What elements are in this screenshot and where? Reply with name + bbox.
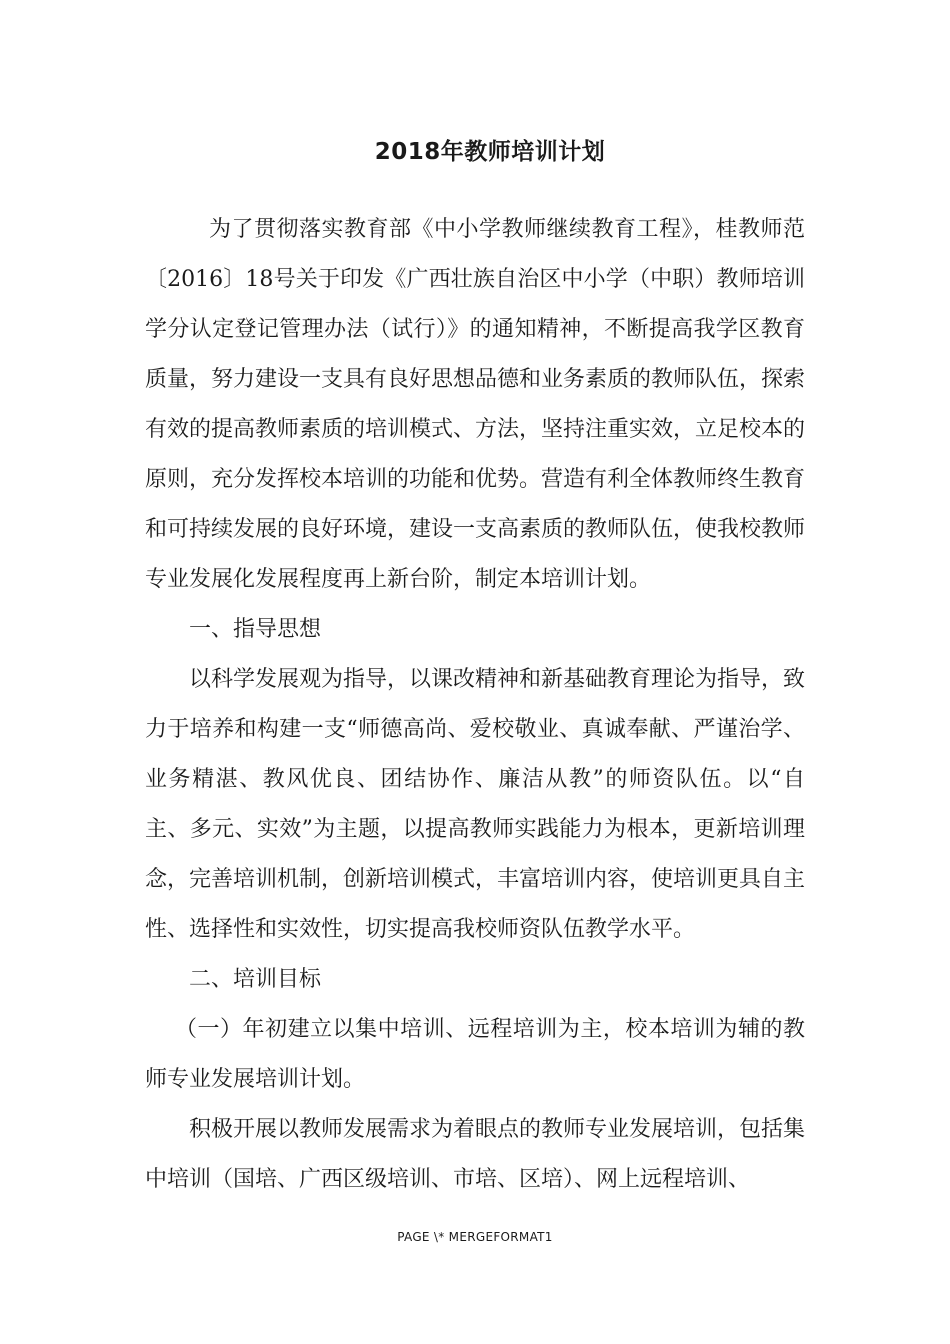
document-body	[145, 205, 805, 1205]
training-goal-paragraph: 积极开展以教师发展需求为着眼点的教师专业发展培训，包括集中培训（国培、广西区级培训、市培、区培）、网上远程培训、	[145, 1117, 806, 1192]
page-footer-field: PAGE \* MERGEFORMAT1	[397, 1230, 553, 1244]
document-title: 2018年教师培训计划	[374, 139, 606, 165]
section-heading-training-goals: 二、培训目标	[189, 967, 322, 992]
training-goal-item-1: （一）年初建立以集中培训、远程培训为主，校本培训为辅的教师专业发展培训计划。	[145, 1017, 805, 1092]
guiding-ideology-paragraph: 以科学发展观为指导，以课改精神和新基础教育理论为指导，致力于培养和构建一支“师德高尚、爱校敬业、真诚奉献、严谨治学、业务精湛、教风优良、团结协作、廉洁从教”的师资队伍。以“自主、多元、实效”为主题，以提高教师实践能力为根本，更新培训理念，完善培训机制，创新培训模式，丰富培训内容，使培训更具自主性、选择性和实效性，切实提高我校师资队伍教学水平。	[145, 667, 806, 942]
intro-paragraph: 为了贯彻落实教育部《中小学教师继续教育工程》，桂教师范〔2016〕18号关于印发《广西壮族自治区中小学（中职）教师培训学分认定登记管理办法（试行）》的通知精神，不断提高我学区教育质量，努力建设一支具有良好思想品德和业务素质的教师队伍，探索有效的提高教师素质的培训模式、方法，坚持注重实效，立足校本的原则，充分发挥校本培训的功能和优势。营造有利全体教师终生教育和可持续发展的良好环境，建设一支高素质的教师队伍，使我校教师专业发展化发展程度再上新台阶，制定本培训计划。	[145, 217, 806, 592]
section-heading-guiding-ideology: 一、指导思想	[189, 617, 322, 642]
